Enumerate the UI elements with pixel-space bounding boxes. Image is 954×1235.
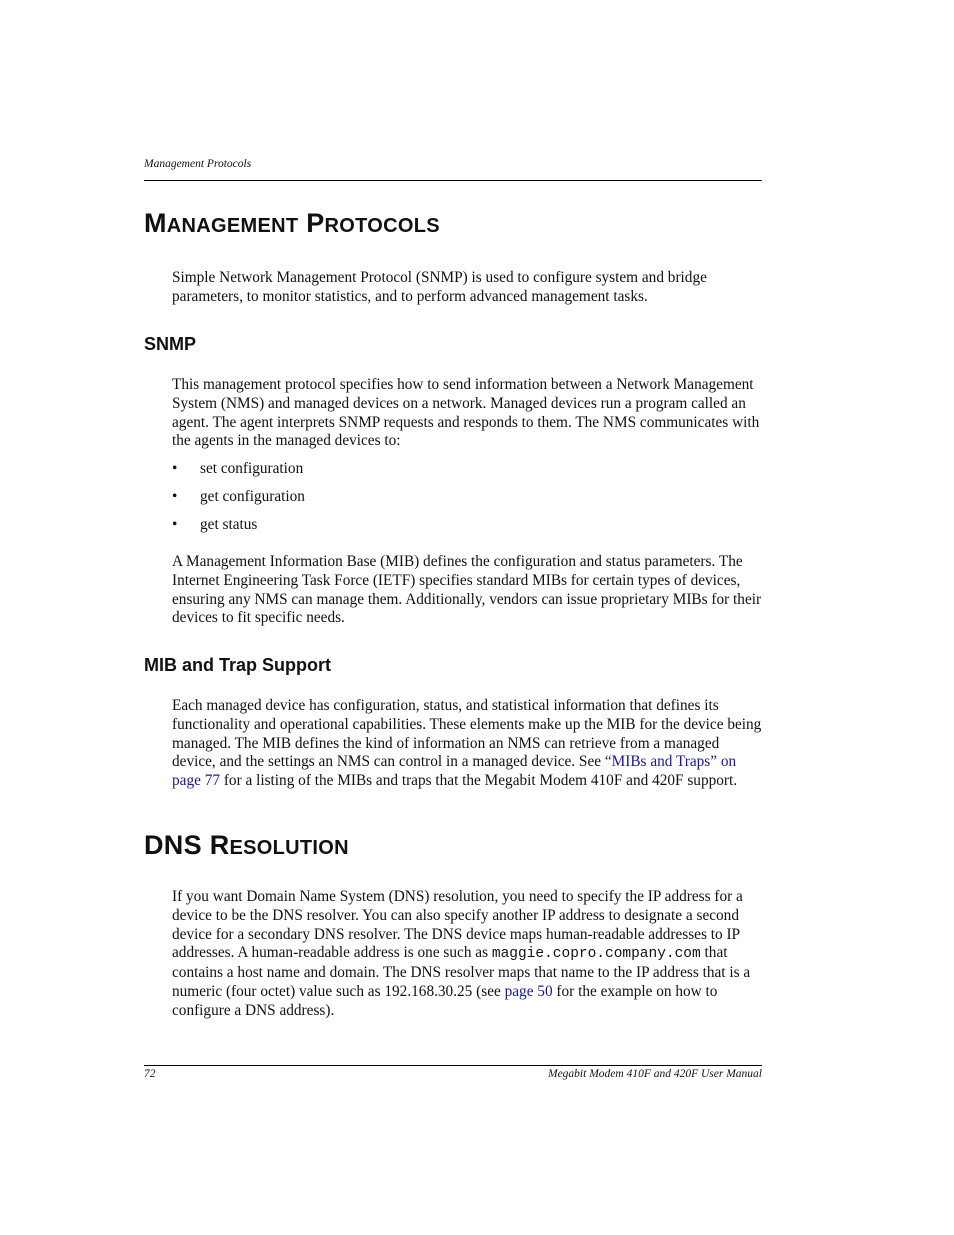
code-example: maggie.copro.company.com xyxy=(491,946,701,963)
page-50-link[interactable]: page 50 xyxy=(504,982,553,1000)
section-title-dns-resolution: DNS RESOLUTION xyxy=(144,830,349,860)
mib-paragraph: Each managed device has configuration, status, and statistical information that defines its functionality and operational capabilities. These elements make up the MIB for the device being managed. The MIB defines the kind of information an NMS can retrieve from a managed device, and the settings an NMS can control in a managed device. See “MIBs and Traps” on page 77 for a listing of the MIBs and traps that the Megabit Modem 410F and 420F support. xyxy=(172,697,762,790)
running-header: Management Protocols xyxy=(144,158,252,170)
dns-paragraph: If you want Domain Name System (DNS) resolution, you need to specify the IP address for a device to be the DNS resolver. You can also specify another IP address to designate a second device for a secondary DNS resolver. The DNS device maps human-readable addresses to IP addresses. A human-readable address is one such as maggie.copro.company.com that contains a host name and domain. The DNS resolver maps that name to the IP address that is a numeric (four octet) value such as 192.168.30.25 (see page 50 for the example on how to configure a DNS address). xyxy=(172,888,751,1019)
snmp-paragraph: This management protocol specifies how to send information between a Network Management System (NMS) and managed devices on a network. Managed devices run a program called an agent. The agent interprets SNMP requests and responds to them. The NMS communicates with the agents in the managed devices to: xyxy=(172,376,760,450)
snmp-heading: SNMP xyxy=(144,334,197,354)
footer-rule xyxy=(144,1065,762,1066)
bullet-icon: • xyxy=(172,488,178,505)
section-title-management-protocols: MANAGEMENT PROTOCOLS xyxy=(144,208,440,238)
bullet-icon: • xyxy=(172,460,178,477)
bullet-icon: • xyxy=(172,516,178,533)
mib-trap-heading: MIB and Trap Support xyxy=(144,655,331,675)
page-number: 72 xyxy=(144,1068,156,1080)
mibs-traps-link[interactable]: “MIBs and Traps” on page 77 xyxy=(172,753,737,790)
intro-paragraph: Simple Network Management Protocol (SNMP) is used to configure system and bridge parameters, to monitor statistics, and to perform advanced management tasks. xyxy=(172,269,707,305)
mib-definition-paragraph: A Management Information Base (MIB) defines the configuration and status parameters. The Internet Engineering Task Force (IETF) specifies standard MIBs for certain types of devices, ensuring any NMS can manage them. Additionally, vendors can issue proprietary MIBs for their devices to fit specific needs. xyxy=(172,553,762,627)
manual-title: Megabit Modem 410F and 420F User Manual xyxy=(548,1068,762,1080)
header-rule xyxy=(144,180,762,181)
